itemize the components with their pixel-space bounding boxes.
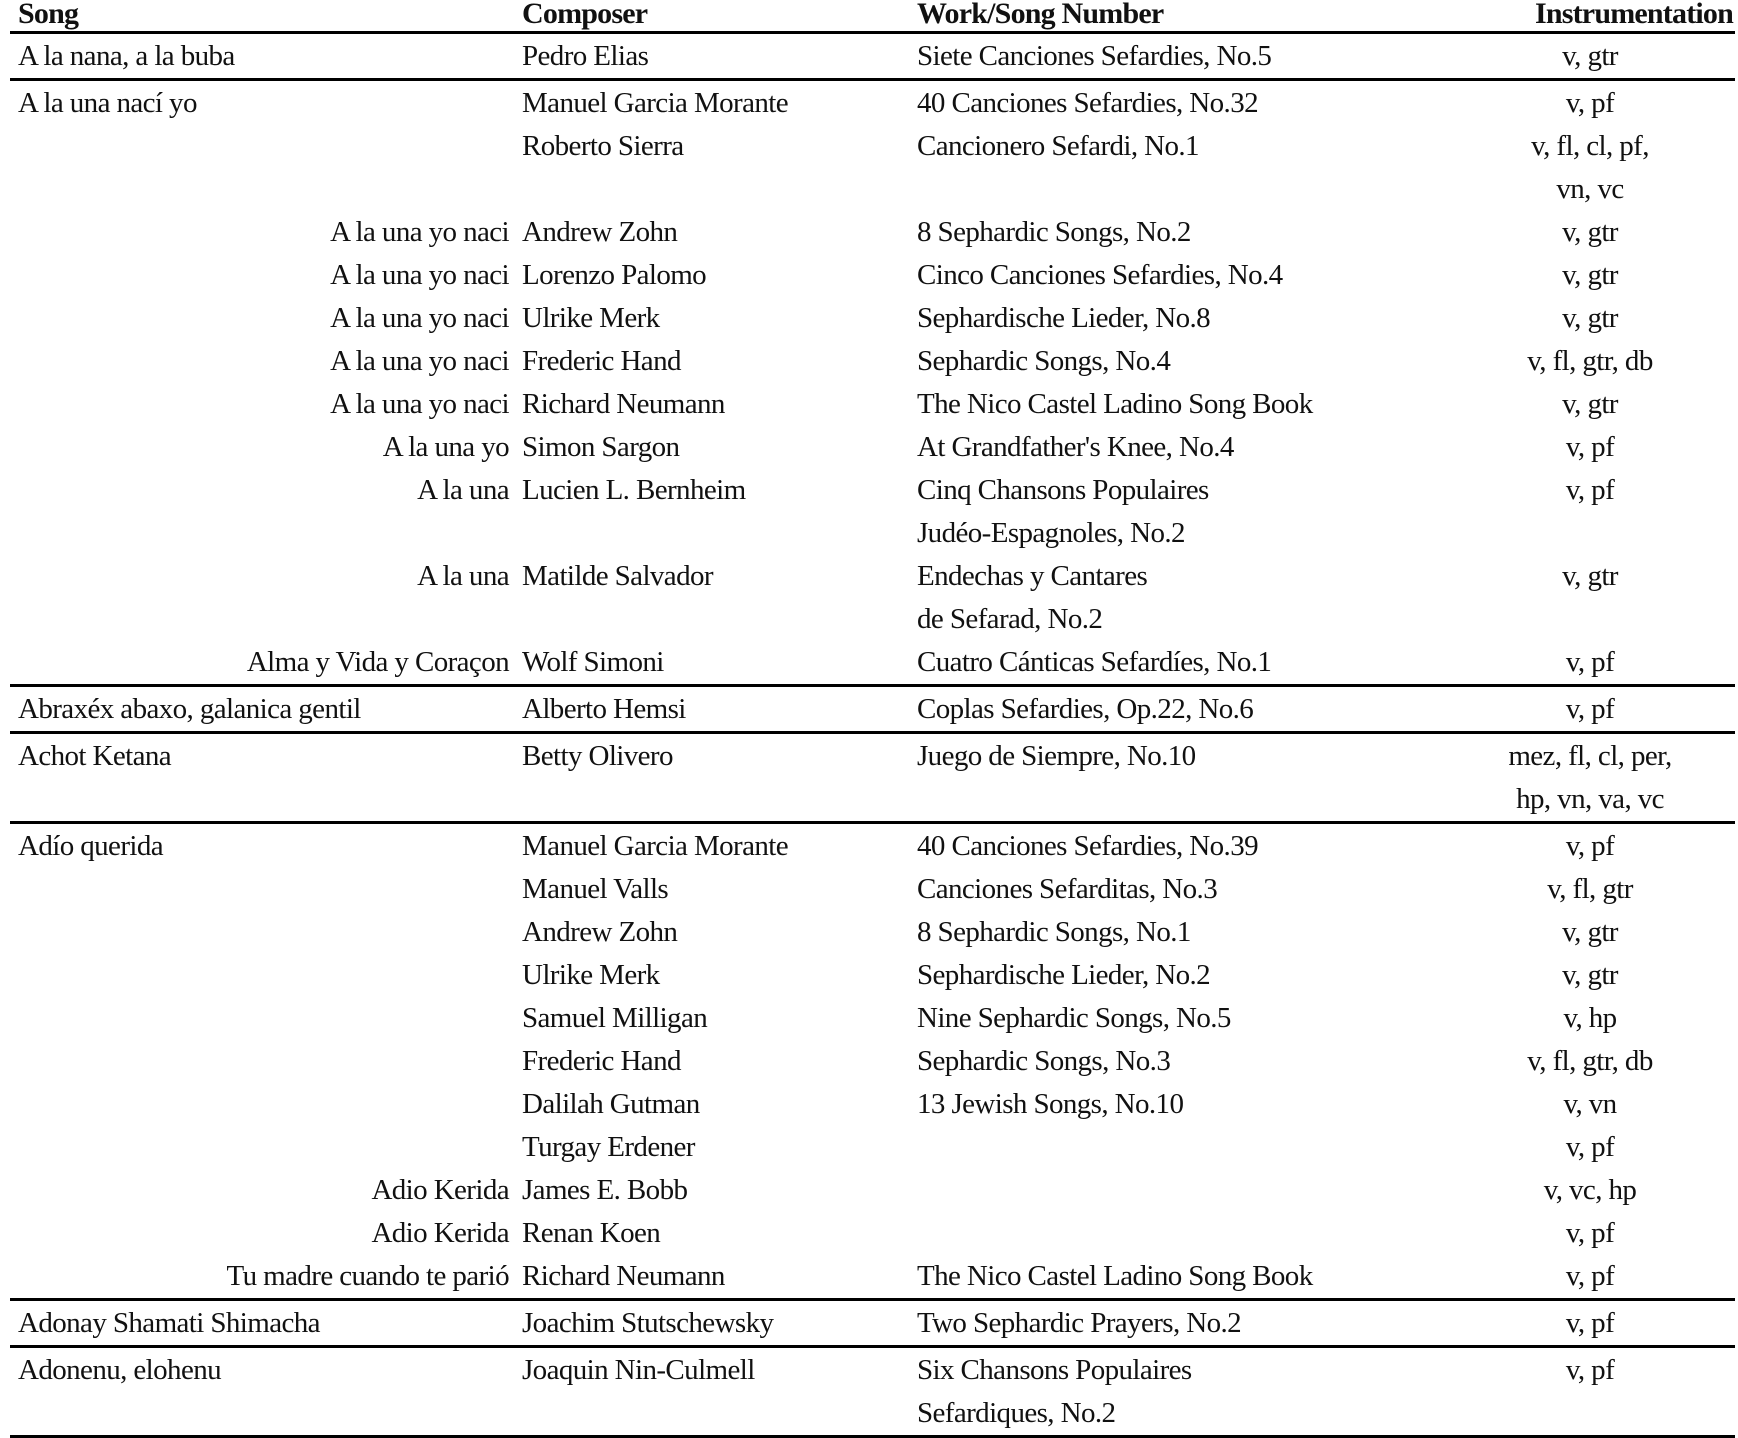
song-cell: A la una bbox=[417, 560, 509, 592]
song-group bbox=[10, 34, 1735, 81]
work-cell: Nine Sephardic Songs, No.5 bbox=[917, 1002, 1231, 1034]
table-row bbox=[10, 512, 1735, 555]
composer-cell: Manuel Garcia Morante bbox=[522, 830, 789, 862]
song-cell: Adonenu, elohenu bbox=[18, 1354, 222, 1386]
instrumentation-cell: v, pf bbox=[1565, 1217, 1615, 1249]
instrumentation-cell: v, pf bbox=[1565, 431, 1615, 463]
table-row bbox=[10, 825, 1735, 868]
work-cell: Siete Canciones Sefardies, No.5 bbox=[917, 40, 1272, 72]
composer-cell: Betty Olivero bbox=[522, 740, 673, 772]
song-cell: Adio Kerida bbox=[371, 1217, 509, 1249]
song-catalog-table bbox=[10, 0, 1735, 1438]
work-cell: Cinq Chansons Populaires bbox=[917, 474, 1209, 506]
table-row bbox=[10, 1255, 1735, 1298]
instrumentation-cell: v, gtr bbox=[1562, 216, 1618, 248]
instrumentation-cell: v, gtr bbox=[1562, 259, 1618, 291]
song-cell: Adio Kerida bbox=[371, 1174, 509, 1206]
table-row bbox=[10, 1169, 1735, 1212]
table-row bbox=[10, 35, 1735, 78]
instrumentation-cell: v, fl, gtr bbox=[1547, 873, 1633, 905]
composer-cell: Joachim Stutschewsky bbox=[522, 1307, 774, 1339]
work-cell: Coplas Sefardies, Op.22, No.6 bbox=[917, 693, 1254, 725]
table-row bbox=[10, 954, 1735, 997]
instrumentation-cell: v, pf bbox=[1565, 1260, 1615, 1292]
work-cell: At Grandfather's Knee, No.4 bbox=[917, 431, 1234, 463]
instrumentation-cell: v, fl, cl, pf, bbox=[1531, 130, 1649, 162]
composer-cell: Richard Neumann bbox=[522, 1260, 725, 1292]
composer-cell: Renan Koen bbox=[522, 1217, 661, 1249]
table-row bbox=[10, 735, 1735, 778]
work-cell: Sephardische Lieder, No.2 bbox=[917, 959, 1211, 991]
work-cell: The Nico Castel Ladino Song Book bbox=[917, 388, 1313, 420]
work-cell: Cuatro Cánticas Sefardíes, No.1 bbox=[917, 646, 1272, 678]
table-row bbox=[10, 598, 1735, 641]
table-row bbox=[10, 1349, 1735, 1392]
instrumentation-cell: v, pf bbox=[1565, 830, 1615, 862]
composer-cell: Manuel Garcia Morante bbox=[522, 87, 789, 119]
work-cell: 8 Sephardic Songs, No.1 bbox=[917, 916, 1191, 948]
table-row bbox=[10, 688, 1735, 731]
song-cell: A la una yo naci bbox=[330, 302, 509, 334]
table-header bbox=[10, 0, 1735, 34]
composer-cell: Roberto Sierra bbox=[522, 130, 684, 162]
work-cell: 40 Canciones Sefardies, No.32 bbox=[917, 87, 1258, 119]
composer-cell: Ulrike Merk bbox=[522, 959, 660, 991]
instrumentation-cell: v, vc, hp bbox=[1543, 1174, 1637, 1206]
work-cell: Sephardic Songs, No.3 bbox=[917, 1045, 1171, 1077]
composer-cell: Andrew Zohn bbox=[522, 216, 678, 248]
work-cell: 40 Canciones Sefardies, No.39 bbox=[917, 830, 1258, 862]
work-cell: Canciones Sefarditas, No.3 bbox=[917, 873, 1218, 905]
song-group bbox=[10, 687, 1735, 734]
composer-cell: Joaquin Nin-Culmell bbox=[522, 1354, 755, 1386]
work-cell: Judéo-Espagnoles, No.2 bbox=[917, 517, 1185, 549]
work-cell: Sephardic Songs, No.4 bbox=[917, 345, 1171, 377]
table-row bbox=[10, 555, 1735, 598]
composer-cell: Frederic Hand bbox=[522, 1045, 681, 1077]
table-row bbox=[10, 778, 1735, 821]
composer-cell: Matilde Salvador bbox=[522, 560, 713, 592]
composer-cell: Richard Neumann bbox=[522, 388, 725, 420]
instrumentation-cell: v, pf bbox=[1565, 646, 1615, 678]
song-cell: Alma y Vida y Coraçon bbox=[246, 646, 509, 678]
table-row bbox=[10, 997, 1735, 1040]
table-row bbox=[10, 1392, 1735, 1435]
table-row bbox=[10, 426, 1735, 469]
instrumentation-cell: hp, vn, va, vc bbox=[1516, 783, 1664, 815]
song-cell: Achot Ketana bbox=[18, 740, 172, 772]
song-cell: A la una bbox=[417, 474, 509, 506]
work-cell: 13 Jewish Songs, No.10 bbox=[917, 1088, 1184, 1120]
table-row bbox=[10, 125, 1735, 168]
instrumentation-cell: v, pf bbox=[1565, 1307, 1615, 1339]
song-cell: A la una yo naci bbox=[330, 216, 509, 248]
composer-cell: Frederic Hand bbox=[522, 345, 681, 377]
composer-cell: James E. Bobb bbox=[522, 1174, 688, 1206]
composer-cell: Pedro Elias bbox=[522, 40, 649, 72]
instrumentation-cell: v, gtr bbox=[1562, 916, 1618, 948]
table-row bbox=[10, 168, 1735, 211]
work-cell: de Sefarad, No.2 bbox=[917, 603, 1103, 635]
table-row bbox=[10, 641, 1735, 684]
table-row bbox=[10, 340, 1735, 383]
song-group bbox=[10, 1348, 1735, 1438]
column-header-work: Work/Song Number bbox=[917, 0, 1164, 30]
instrumentation-cell: v, vn bbox=[1563, 1088, 1617, 1120]
instrumentation-cell: vn, vc bbox=[1556, 173, 1624, 205]
work-cell: Two Sephardic Prayers, No.2 bbox=[917, 1307, 1242, 1339]
table-row bbox=[10, 82, 1735, 125]
song-cell: Tu madre cuando te parió bbox=[226, 1260, 509, 1292]
instrumentation-cell: v, pf bbox=[1565, 87, 1615, 119]
song-cell: A la una yo naci bbox=[330, 388, 509, 420]
work-cell: The Nico Castel Ladino Song Book bbox=[917, 1260, 1313, 1292]
instrumentation-cell: v, gtr bbox=[1562, 302, 1618, 334]
composer-cell: Dalilah Gutman bbox=[522, 1088, 700, 1120]
composer-cell: Andrew Zohn bbox=[522, 916, 678, 948]
composer-cell: Samuel Milligan bbox=[522, 1002, 708, 1034]
song-cell: A la nana, a la buba bbox=[18, 40, 235, 72]
song-group bbox=[10, 734, 1735, 824]
table-row bbox=[10, 469, 1735, 512]
instrumentation-cell: v, pf bbox=[1565, 1354, 1615, 1386]
work-cell: Sephardische Lieder, No.8 bbox=[917, 302, 1211, 334]
composer-cell: Lucien L. Bernheim bbox=[522, 474, 746, 506]
song-cell: A la una nací yo bbox=[18, 87, 197, 119]
table-row bbox=[10, 254, 1735, 297]
instrumentation-cell: v, gtr bbox=[1562, 959, 1618, 991]
work-cell: Endechas y Cantares bbox=[917, 560, 1148, 592]
instrumentation-cell: v, fl, gtr, db bbox=[1527, 1045, 1653, 1077]
table-row bbox=[10, 1083, 1735, 1126]
work-cell: Cinco Canciones Sefardies, No.4 bbox=[917, 259, 1283, 291]
song-group bbox=[10, 824, 1735, 1301]
work-cell: Cancionero Sefardi, No.1 bbox=[917, 130, 1199, 162]
table-row bbox=[10, 1302, 1735, 1345]
composer-cell: Lorenzo Palomo bbox=[522, 259, 707, 291]
song-cell: A la una yo bbox=[382, 431, 509, 463]
composer-cell: Simon Sargon bbox=[522, 431, 680, 463]
instrumentation-cell: v, gtr bbox=[1562, 560, 1618, 592]
table-row bbox=[10, 868, 1735, 911]
instrumentation-cell: v, hp bbox=[1563, 1002, 1617, 1034]
song-cell: Abraxéx abaxo, galanica gentil bbox=[18, 693, 361, 725]
table-row bbox=[10, 383, 1735, 426]
instrumentation-cell: v, gtr bbox=[1562, 40, 1618, 72]
song-cell: A la una yo naci bbox=[330, 259, 509, 291]
instrumentation-cell: v, fl, gtr, db bbox=[1527, 345, 1653, 377]
table-body bbox=[10, 34, 1735, 1438]
column-header-composer: Composer bbox=[522, 0, 648, 30]
table-row bbox=[10, 211, 1735, 254]
song-group bbox=[10, 1301, 1735, 1348]
table-row bbox=[10, 297, 1735, 340]
work-cell: Six Chansons Populaires bbox=[917, 1354, 1192, 1386]
composer-cell: Ulrike Merk bbox=[522, 302, 660, 334]
composer-cell: Turgay Erdener bbox=[522, 1131, 695, 1163]
table-row bbox=[10, 1212, 1735, 1255]
instrumentation-cell: v, gtr bbox=[1562, 388, 1618, 420]
instrumentation-cell: v, pf bbox=[1565, 693, 1615, 725]
work-cell: Sefardiques, No.2 bbox=[917, 1397, 1116, 1429]
work-cell: 8 Sephardic Songs, No.2 bbox=[917, 216, 1191, 248]
instrumentation-cell: v, pf bbox=[1565, 474, 1615, 506]
song-cell: Adío querida bbox=[18, 830, 164, 862]
column-header-song: Song bbox=[18, 0, 79, 30]
song-cell: Adonay Shamati Shimacha bbox=[18, 1307, 320, 1339]
instrumentation-cell: mez, fl, cl, per, bbox=[1508, 740, 1672, 772]
instrumentation-cell: v, pf bbox=[1565, 1131, 1615, 1163]
composer-cell: Alberto Hemsi bbox=[522, 693, 686, 725]
work-cell: Juego de Siempre, No.10 bbox=[917, 740, 1196, 772]
song-group bbox=[10, 81, 1735, 687]
column-header-instrumentation: Instrumentation bbox=[1534, 0, 1733, 30]
table-row bbox=[10, 1040, 1735, 1083]
composer-cell: Manuel Valls bbox=[522, 873, 669, 905]
song-cell: A la una yo naci bbox=[330, 345, 509, 377]
table-row bbox=[10, 1126, 1735, 1169]
composer-cell: Wolf Simoni bbox=[522, 646, 664, 678]
table-row bbox=[10, 911, 1735, 954]
